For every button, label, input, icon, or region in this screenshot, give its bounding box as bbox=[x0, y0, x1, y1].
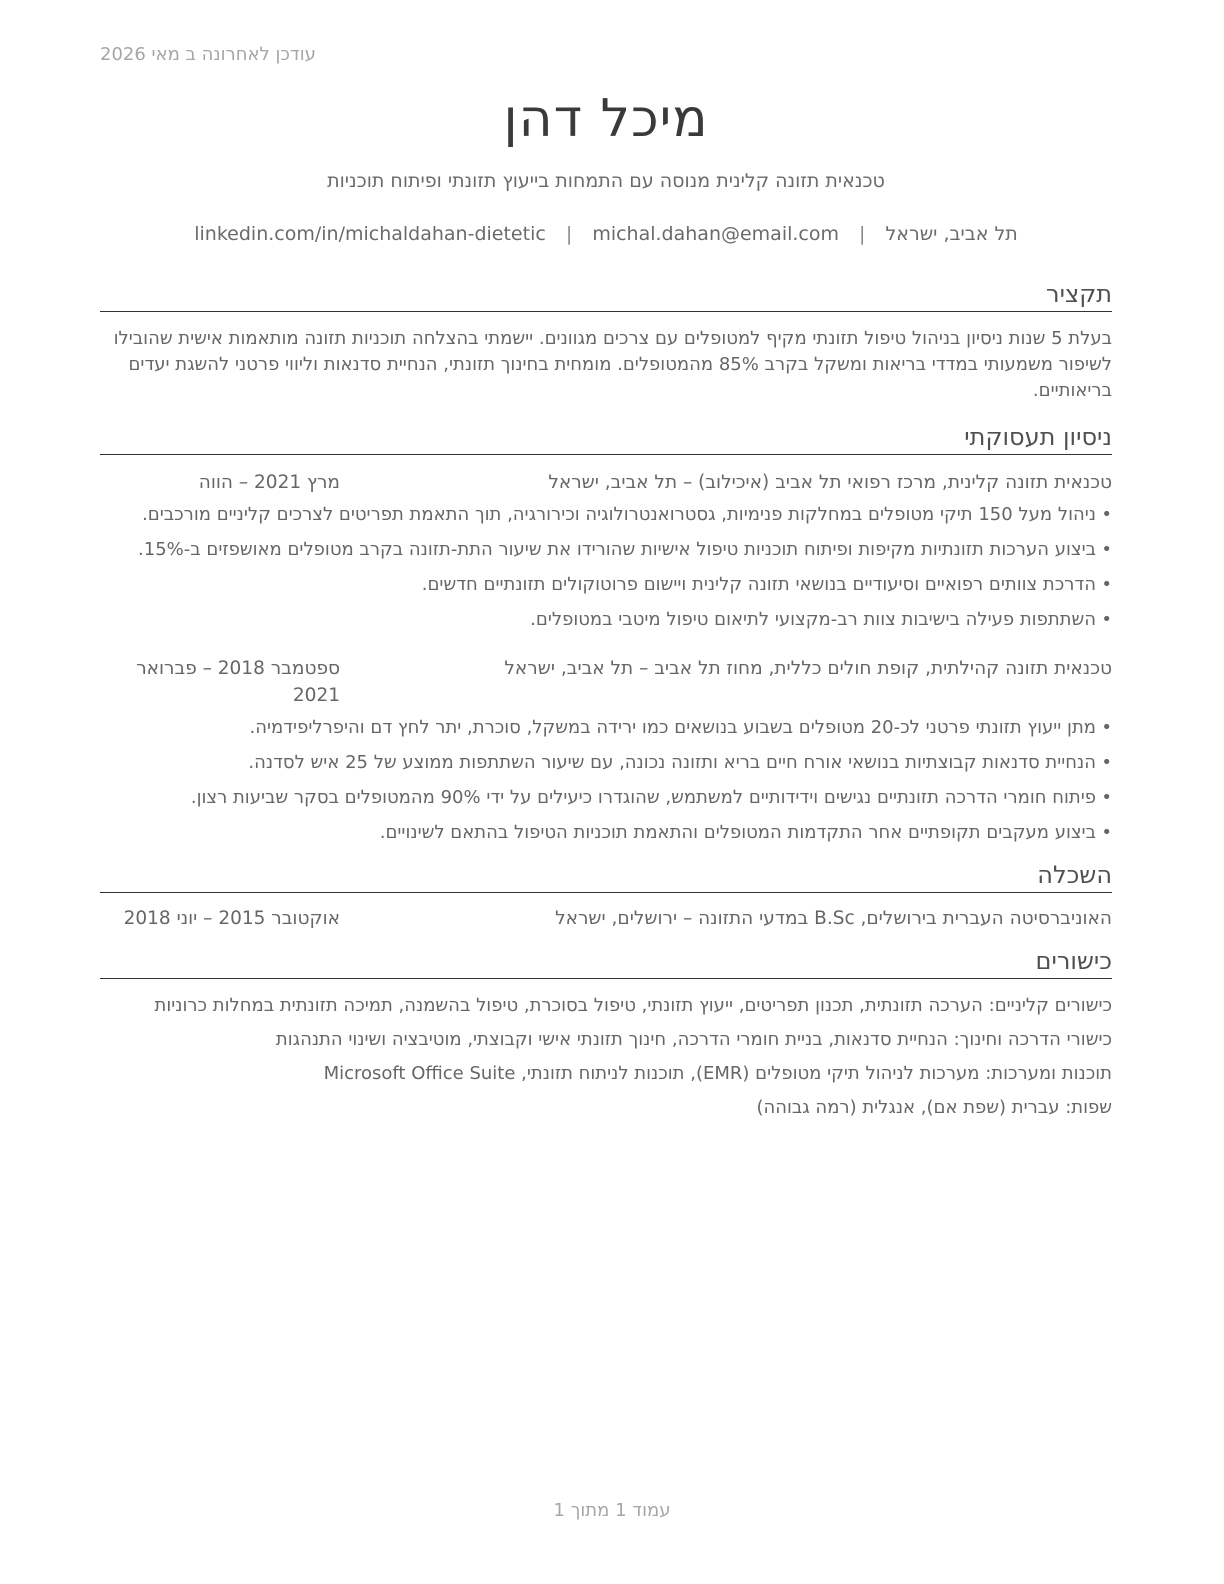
section-title-experience: ניסיון תעסוקתי bbox=[100, 422, 1112, 455]
resume-content bbox=[100, 88, 1112, 1129]
job-bullet: • ביצוע מעקבים תקופתיים אחר התקדמות המטופלים והתאמת תוכניות הטיפול בהתאם לשינויים. bbox=[100, 820, 1112, 846]
last-updated-note: עודכן לאחרונה ב מאי 2026 bbox=[100, 44, 316, 65]
job-bullet: • ניהול מעל 150 תיקי מטופלים במחלקות פנימיות, גסטרואנטרולוגיה וכירורגיה, תוך התאמת תפריטים לצרכים קליניים מורכבים. bbox=[100, 502, 1112, 528]
summary-text: בעלת 5 שנות ניסיון בניהול טיפול תזונתי מקיף למטופלים עם צרכים מגוונים. יישמתי בהצלחה תוכניות תזונה מותאמות אישית שהובילו לשיפור משמעותי במדדי בריאות ומשקל בקרב 85% מהמטופלים. מומחית בחינוך תזונתי, הנחיית סדנאות וליווי פרטני להשגת יעדים בריאותיים. bbox=[113, 328, 1112, 401]
page-number: עמוד 1 מתוך 1 bbox=[553, 1500, 671, 1521]
job-header bbox=[100, 469, 1112, 496]
education-org: האוניברסיטה העברית בירושלים, B.Sc במדעי התזונה – ירושלים, ישראל bbox=[555, 908, 1112, 929]
skills-list bbox=[100, 993, 1112, 1121]
job-bullets bbox=[100, 715, 1112, 846]
section-title-skills: כישורים bbox=[100, 946, 1112, 979]
contact-separator: | bbox=[565, 223, 573, 245]
section-title-summary: תקציר bbox=[100, 279, 1112, 312]
job-bullet: • ביצוע הערכות תזונתיות מקיפות ופיתוח תוכניות טיפול אישיות שהורידו את שיעור התת-תזונה בקרב מטופלים מאושפזים ב-15%. bbox=[100, 537, 1112, 563]
education-dates: אוקטובר 2015 – יוני 2018 bbox=[123, 908, 340, 929]
job-bullet: • הנחיית סדנאות קבוצתיות בנושאי אורח חיים בריא ותזונה נכונה, עם שיעור השתתפות ממוצע של 25 איש לסדנה. bbox=[100, 750, 1112, 776]
contact-line bbox=[100, 221, 1112, 247]
skill-line: תוכנות ומערכות: מערכות לניהול תיקי מטופלים (EMR), תוכנות לניתוח תזונתי, Microsoft Office Suite bbox=[323, 1063, 1112, 1084]
contact-separator: | bbox=[859, 223, 866, 245]
candidate-name: מיכל דהן bbox=[503, 89, 709, 149]
section-title-education: השכלה bbox=[100, 860, 1112, 893]
job-bullets bbox=[100, 502, 1112, 633]
contact-email[interactable]: michal.dahan@email.com bbox=[592, 223, 839, 245]
job-bullet: • השתתפות פעילה בישיבות צוות רב-מקצועי לתיאום טיפול מיטבי במטופלים. bbox=[100, 607, 1112, 633]
job-entry bbox=[100, 469, 1112, 633]
job-bullet: • הדרכת צוותים רפואיים וסיעודיים בנושאי תזונה קלינית ויישום פרוטוקולים תזונתיים חדשים. bbox=[100, 572, 1112, 598]
skill-line: כישורי הדרכה וחינוך: הנחיית סדנאות, בניית חומרי הדרכה, חינוך תזונתי אישי וקבוצתי, מוטיבציה ושינוי התנהגות bbox=[275, 1029, 1112, 1050]
contact-linkedin[interactable]: linkedin.com/in/michaldahan-dietetic bbox=[194, 223, 546, 245]
job-dates: ספטמבר 2018 – פברואר 2021 bbox=[136, 658, 340, 706]
job-bullet: • פיתוח חומרי הדרכה תזונתיים נגישים וידידותיים למשתמש, שהוגדרו כיעילים על ידי 90% מהמטופלים בסקר שביעות רצון. bbox=[100, 785, 1112, 811]
job-bullet: • מתן ייעוץ תזונתי פרטני לכ-20 מטופלים בשבוע בנושאים כמו ירידה במשקל, סוכרת, יתר לחץ דם והיפרליפידמיה. bbox=[100, 715, 1112, 741]
contact-location: תל אביב, ישראל bbox=[885, 223, 1018, 245]
skill-line: כישורים קליניים: הערכה תזונתית, תכנון תפריטים, ייעוץ תזונתי, טיפול בסוכרת, טיפול בהשמנה, תמיכה תזונתית במחלות כרוניות bbox=[154, 995, 1112, 1016]
job-entry bbox=[100, 655, 1112, 846]
education-entry bbox=[100, 905, 1112, 932]
job-header bbox=[100, 655, 1112, 709]
candidate-tagline: טכנאית תזונה קלינית מנוסה עם התמחות בייעוץ תזונתי ופיתוח תוכניות bbox=[327, 170, 885, 192]
skill-line: שפות: עברית (שפת אם), אנגלית (רמה גבוהה) bbox=[756, 1097, 1112, 1118]
job-org: טכנאית תזונה קלינית, מרכז רפואי תל אביב (איכילוב) – תל אביב, ישראל bbox=[548, 472, 1112, 493]
job-org: טכנאית תזונה קהילתית, קופת חולים כללית, מחוז תל אביב – תל אביב, ישראל bbox=[504, 658, 1112, 679]
job-dates: מרץ 2021 – הווה bbox=[198, 472, 340, 493]
